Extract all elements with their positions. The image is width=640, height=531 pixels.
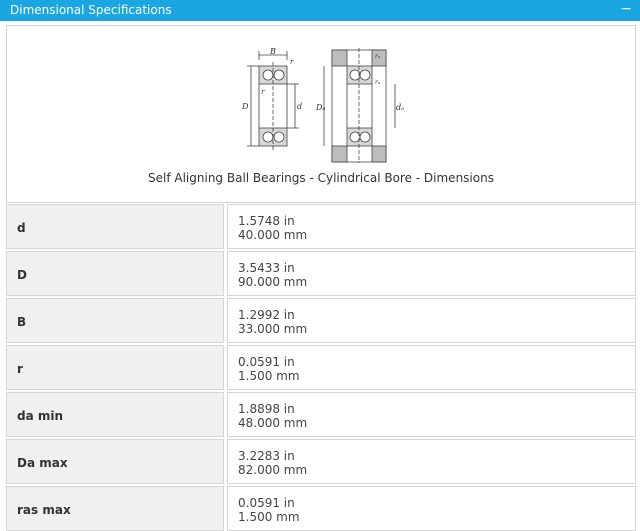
minus-icon[interactable]: − (620, 1, 632, 17)
bearing-dimension-drawing (237, 48, 407, 163)
spec-label: B (6, 298, 224, 343)
figure-caption: Self Aligning Ball Bearings - Cylindrical Bore - Dimensions (148, 171, 494, 185)
spec-label: Da max (6, 439, 224, 484)
spec-value (227, 251, 636, 296)
spec-value-in: 1.8898 in (238, 402, 295, 416)
label-d: d (297, 102, 303, 111)
spec-row-r (6, 345, 636, 390)
label-Da: Dₐ (316, 103, 326, 112)
label-B: B (270, 48, 276, 56)
spec-label: ras max (6, 486, 224, 531)
spec-value-in: 0.0591 in (238, 496, 295, 510)
label-da: dₐ (396, 103, 405, 112)
spec-row-B (6, 298, 636, 343)
panel-title: Dimensional Specifications (10, 3, 172, 17)
label-r-inner: r (261, 88, 265, 96)
spec-value (227, 298, 636, 343)
spec-value-in: 3.5433 in (238, 261, 295, 275)
spec-value-mm: 48.000 mm (238, 416, 308, 430)
label-ras-inner: rₐ (375, 79, 381, 86)
spec-value-mm: 82.000 mm (238, 463, 308, 477)
spec-value-in: 3.2283 in (238, 449, 295, 463)
spec-value-mm: 40.000 mm (238, 228, 308, 242)
spec-label: D (6, 251, 224, 296)
spec-value (227, 486, 636, 531)
spec-row-d (6, 204, 636, 249)
spec-value (227, 392, 636, 437)
mounting-drawing (324, 48, 395, 163)
spec-value (227, 345, 636, 390)
spec-row-ras-max (6, 486, 636, 531)
spec-value (227, 439, 636, 484)
label-D: D (242, 102, 249, 111)
panel-header[interactable] (0, 0, 640, 21)
spec-label: d (6, 204, 224, 249)
spec-row-D (6, 251, 636, 296)
spec-label: da min (6, 392, 224, 437)
spec-value-in: 0.0591 in (238, 355, 295, 369)
spec-label: r (6, 345, 224, 390)
spec-row-Da-max (6, 439, 636, 484)
spec-value-in: 1.5748 in (238, 214, 295, 228)
spec-value (227, 204, 636, 249)
spec-value-mm: 90.000 mm (238, 275, 308, 289)
spec-value-mm: 1.500 mm (238, 510, 300, 524)
bearing-figure-box (6, 25, 636, 203)
spec-value-mm: 33.000 mm (238, 322, 308, 336)
label-ras-top: rₐ (375, 53, 381, 60)
spec-value-in: 1.2992 in (238, 308, 295, 322)
spec-value-mm: 1.500 mm (238, 369, 300, 383)
spec-row-da-min (6, 392, 636, 437)
label-r-outer: r (290, 58, 294, 66)
